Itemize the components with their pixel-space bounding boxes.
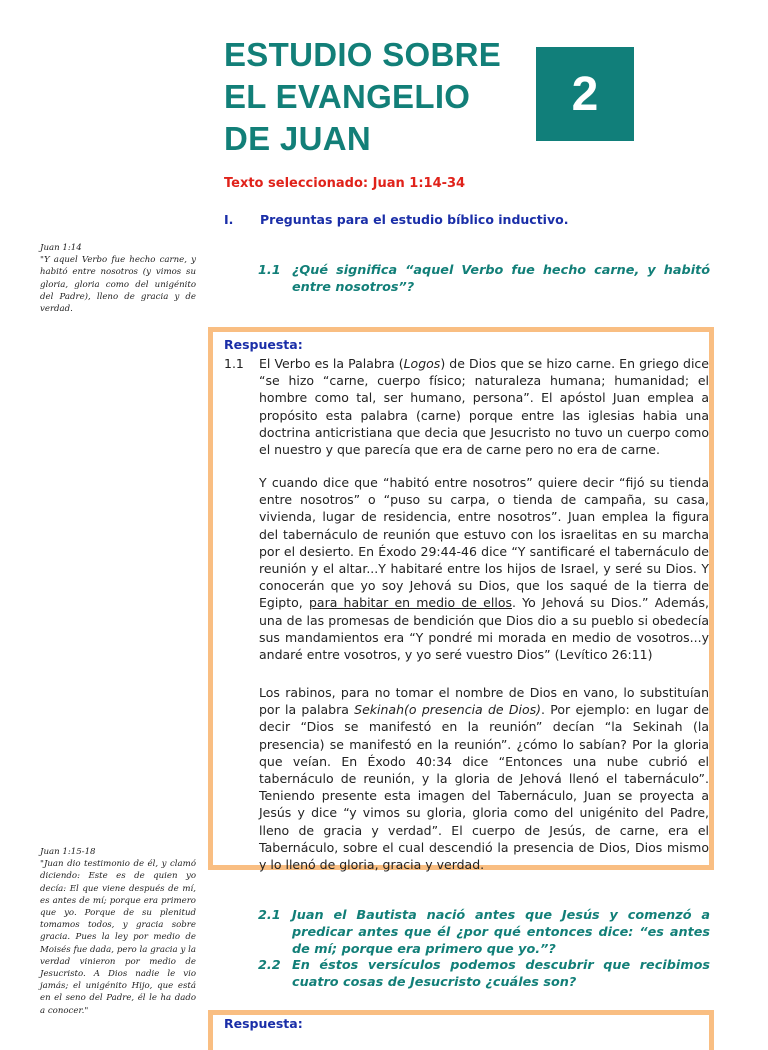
question-text: En éstos versículos podemos descubrir que recibimos cuatro cosas de Jesucristo ¿cuáles son? bbox=[292, 958, 710, 990]
sidenote-text: "Y aquel Verbo fue hecho carne, y habitó entre nosotros (y vimos su gloria, gloria como del unigénito del Padre), lleno de gracia y de verdad. bbox=[40, 255, 196, 315]
chapter-number: 2 bbox=[571, 67, 599, 121]
page-title bbox=[224, 34, 501, 160]
answer-paragraph-1: El Verbo es la Palabra (Logos) de Dios que se hizo carne. En griego dice “se hizo “carne, cuerpo físico; naturaleza humana; humanidad; el hombre como tal, ser humano, persona”. El apóstol Juan emplea a propósito esta palabra (carne) porque entre las iglesias habia una doctrina anticristiana que decia que Jesucristo no tuvo un cuerpo como el nuestro y que parecía que era de carne pero no era de carne. bbox=[259, 356, 709, 458]
answer-paragraph-3: Los rabinos, para no tomar el nombre de Dios en vano, lo substituían por la palabra Sekinah(o presencia de Dios). Por ejemplo: en lugar de decir “Dios se manifestó en la reunión” decían “la Sekinah (la presencia) se manifestó en la reunión”. ¿cómo lo sabían? Por la gloria que veían. En Éxodo 40:34 dice “Entonces una nube cubrió el tabernáculo de reunión, y la gloria de Jehová llenó el tabernáculo”. Teniendo presente esta imagen del Tabernáculo, Juan se proyecta a Jesús y dice “y vimos su gloria, gloria como del unigénito del Padre, lleno de gracia y verdad”. El cuerpo de Jesús, de carne, era el Tabernáculo, sobre el cual descendió la presencia de Dios, Dios mismo y lo llenó de gloria, gracia y verdad. bbox=[259, 685, 709, 873]
question-2-1 bbox=[258, 907, 710, 958]
chapter-number-badge bbox=[536, 47, 634, 141]
section-heading bbox=[224, 212, 568, 227]
section-number: I. bbox=[224, 212, 234, 227]
sidenote-ref: Juan 1:15-18 bbox=[40, 847, 96, 857]
sidenote-juan-1-15-18 bbox=[40, 846, 196, 1017]
question-text: ¿Qué significa “aquel Verbo fue hecho carne, y habitó entre nosotros”? bbox=[292, 263, 710, 295]
sidenote-ref: Juan 1:14 bbox=[40, 243, 82, 253]
answer-paragraph-2: Y cuando dice que “habitó entre nosotros” quiere decir “fijó su tienda entre nosotros” o “puso su carpa, o tienda de campaña, su casa, vivienda, lugar de residencia, entre nosotros”. Juan emplea la figura del tabernáculo de reunión que estuvo con los israelitas en su marcha por el desierto. En Éxodo 29:44-46 dice “Y santificaré el tabernáculo de reunión y el altar...Y habitaré entre los hijos de Israel, y seré su Dios. Y conocerán que yo soy Jehová su Dios, que los saqué de la tierra de Egipto, para habitar en medio de ellos. Yo Jehová su Dios.” Además, una de las promesas de bendición que Dios dio a su pueblo si obedecía sus mandamientos era “Y pondré mi morada en medio de vosotros...y andaré entre vosotros, y yo seré vuestro Dios” (Levítico 26:11) bbox=[259, 475, 709, 663]
answer-label-2: Respuesta: bbox=[224, 1016, 303, 1031]
title-line-2: EL EVANGELIO bbox=[224, 78, 471, 115]
question-number: 2.1 bbox=[258, 908, 281, 923]
question-number: 1.1 bbox=[258, 263, 281, 278]
question-number: 2.2 bbox=[258, 958, 281, 973]
section-title: Preguntas para el estudio bíblico inductivo. bbox=[260, 212, 569, 227]
answer-number: 1.1 bbox=[224, 356, 244, 371]
sidenote-text: "Juan dio testimonio de él, y clamó diciendo: Este es de quien yo decía: El que viene después de mí, es antes de mí; porque era primero que yo. Porque de su plenitud tomamos todos, y gracia sobre gracia. Pues la ley por medio de Moisés fue dada, pero la gracia y la verdad vinieron por medio de Jesucristo. A Dios nadie le vio jamás; el unigénito Hijo, que está en el seno del Padre, él le ha dado a conocer." bbox=[40, 859, 196, 1016]
question-1-1 bbox=[258, 262, 710, 296]
title-line-1: ESTUDIO SOBRE bbox=[224, 36, 502, 73]
title-line-3: DE JUAN bbox=[224, 120, 371, 157]
question-text: Juan el Bautista nació antes que Jesús y comenzó a predicar antes que él ¿por qué entonces dice: “es antes de mí; porque era primero que yo.”? bbox=[292, 908, 710, 957]
question-2-2 bbox=[258, 957, 710, 991]
answer-label: Respuesta: bbox=[224, 337, 303, 352]
sidenote-juan-1-14 bbox=[40, 242, 196, 315]
selected-text-reference: Texto seleccionado: Juan 1:14-34 bbox=[224, 176, 466, 191]
